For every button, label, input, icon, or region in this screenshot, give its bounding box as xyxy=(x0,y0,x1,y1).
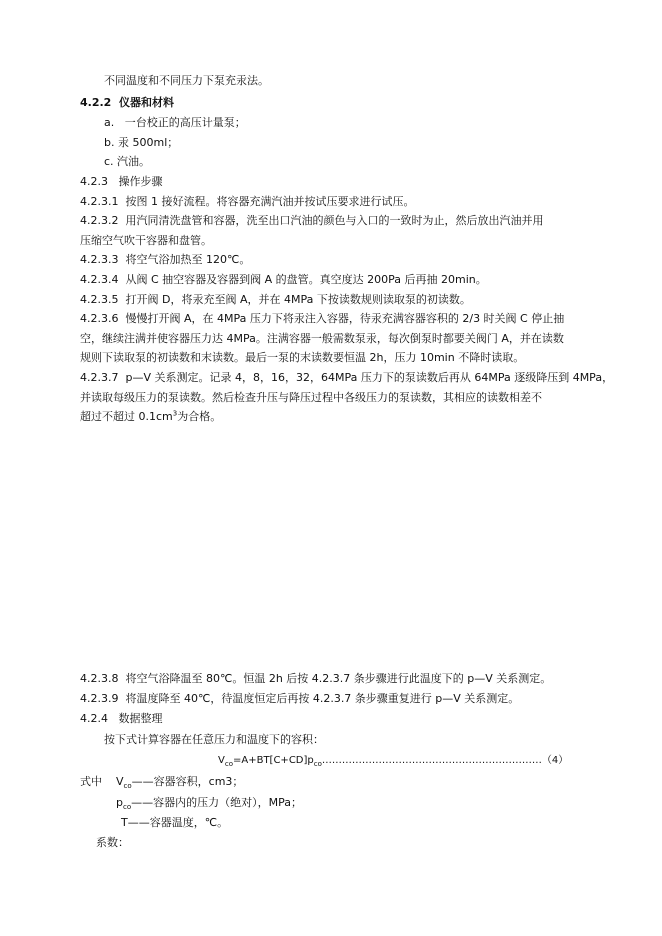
step-text: 按图 1 接好流程。将容器充满汽油并按试压要求进行试压。 xyxy=(125,195,415,208)
superscript: 3 xyxy=(172,409,178,418)
section-number: 4.2.3 xyxy=(80,175,108,188)
def-symbol: T xyxy=(121,816,128,829)
step-number: 4.2.3.5 xyxy=(80,293,119,306)
step-4-2-3-8 xyxy=(80,672,551,686)
def-symbol: p xyxy=(116,796,123,809)
equation-number: （4） xyxy=(541,755,569,766)
step-text: 将空气浴降温至 80℃。恒温 2h 后按 4.2.3.7 条步骤进行此温度下的 p—V 关系测定。 xyxy=(125,672,552,685)
list-text: 汞 500ml； xyxy=(117,136,179,149)
step-text: 从阀 C 抽空容器及容器到阀 A 的盘管。真空度达 200Pa 后再抽 20min。 xyxy=(125,273,487,286)
step-text: 打开阀 D，将汞充至阀 A，并在 4MPa 下按读数规则读取泵的初读数。 xyxy=(125,293,471,306)
step-number: 4.2.3.8 xyxy=(80,672,119,685)
step-text: 超过不超过 0.1cm xyxy=(80,410,173,423)
section-number: 4.2.2 xyxy=(80,96,112,109)
step-text: 用汽同清洗盘管和容器，洗至出口汽油的颜色与入口的一致时为止，然后放出汽油并用 xyxy=(125,214,544,227)
definition-pco xyxy=(116,796,302,810)
formula-rhs: =A+BT[C+CD]p xyxy=(232,755,314,766)
step-text: 为合格。 xyxy=(177,410,222,423)
step-4-2-3-2 xyxy=(80,214,543,228)
intro-line: 不同温度和不同压力下泵充汞法。 xyxy=(104,74,269,87)
step-number: 4.2.3.9 xyxy=(80,692,119,705)
step-number: 4.2.3.6 xyxy=(80,312,119,325)
list-text: 一台校正的高压计量泵； xyxy=(124,116,246,129)
step-4-2-3-7-cont1: 并读取每级压力的泵读数。然后检查升压与降压过程中各级压力的泵读数，其相应的读数相差不 xyxy=(80,391,542,404)
step-4-2-3-6-cont1: 空，继续注满并使容器压力达 4MPa。注满容器一般需数泵汞，每次倒泵时都要关阀门 A，并在读数 xyxy=(80,332,564,345)
formula-lhs: V xyxy=(218,755,225,766)
definition-vco xyxy=(116,775,243,789)
section-heading-4-2-3 xyxy=(80,175,163,189)
step-number: 4.2.3.7 xyxy=(80,371,119,384)
step-4-2-3-6 xyxy=(80,312,564,326)
section-title: 仪器和材料 xyxy=(119,96,174,109)
step-4-2-3-7-cont2 xyxy=(80,410,221,424)
step-4-2-3-1 xyxy=(80,195,414,209)
list-text: 汽油。 xyxy=(117,155,151,168)
list-item-b xyxy=(104,136,178,150)
formula-lhs-sub: co xyxy=(224,760,233,768)
formula-intro: 按下式计算容器在任意压力和温度下的容积： xyxy=(104,733,324,746)
def-description: ——容器容积，cm3； xyxy=(131,775,244,788)
step-text: 将温度降至 40℃，待温度恒定后再按 4.2.3.7 条步骤重复进行 p—V 关系测定。 xyxy=(125,692,520,705)
formula-dots: ………………………………………………………… xyxy=(321,755,542,766)
step-text: 将空气浴加热至 120℃。 xyxy=(125,253,251,266)
list-marker: b. xyxy=(104,136,115,149)
step-4-2-3-7 xyxy=(80,371,613,385)
step-text: p—V 关系测定。记录 4，8，16，32，64MPa 压力下的泵读数后再从 64MPa 逐级降压到 4MPa， xyxy=(125,371,614,384)
section-title: 数据整理 xyxy=(118,712,163,725)
step-number: 4.2.3.1 xyxy=(80,195,119,208)
step-4-2-3-3 xyxy=(80,253,250,267)
step-4-2-3-9 xyxy=(80,692,519,706)
section-heading-4-2-2 xyxy=(80,96,174,110)
formula-rhs-sub: co xyxy=(313,760,322,768)
section-number: 4.2.4 xyxy=(80,712,108,725)
def-description: ——容器内的压力（绝对），MPa； xyxy=(131,796,302,809)
step-text: 慢慢打开阀 A，在 4MPa 压力下将汞注入容器，待汞充满容器容积的 2/3 时关阀 C 停止抽 xyxy=(125,312,565,325)
where-label: 式中 xyxy=(80,775,102,788)
section-heading-4-2-4 xyxy=(80,712,163,726)
list-marker: a. xyxy=(104,116,115,129)
step-4-2-3-4 xyxy=(80,273,487,287)
list-item-a xyxy=(104,116,246,130)
def-symbol-sub: co xyxy=(123,782,132,791)
list-item-c xyxy=(104,155,150,169)
equation xyxy=(218,754,568,768)
step-4-2-3-6-cont2: 规则下读取泵的初读数和末读数。最后一泵的末读数要恒温 2h，压力 10min 不降时读取。 xyxy=(80,351,525,364)
def-symbol: V xyxy=(116,775,124,788)
definition-t xyxy=(121,816,228,830)
step-number: 4.2.3.3 xyxy=(80,253,119,266)
coefficients-label: 系数： xyxy=(96,836,129,849)
step-number: 4.2.3.4 xyxy=(80,273,119,286)
def-description: ——容器温度，℃。 xyxy=(127,816,229,829)
def-symbol-sub: co xyxy=(122,803,132,812)
section-title: 操作步骤 xyxy=(118,175,163,188)
step-4-2-3-5 xyxy=(80,293,471,307)
step-number: 4.2.3.2 xyxy=(80,214,119,227)
list-marker: c. xyxy=(104,155,114,168)
step-4-2-3-2-cont: 压缩空气吹干容器和盘管。 xyxy=(80,234,212,247)
